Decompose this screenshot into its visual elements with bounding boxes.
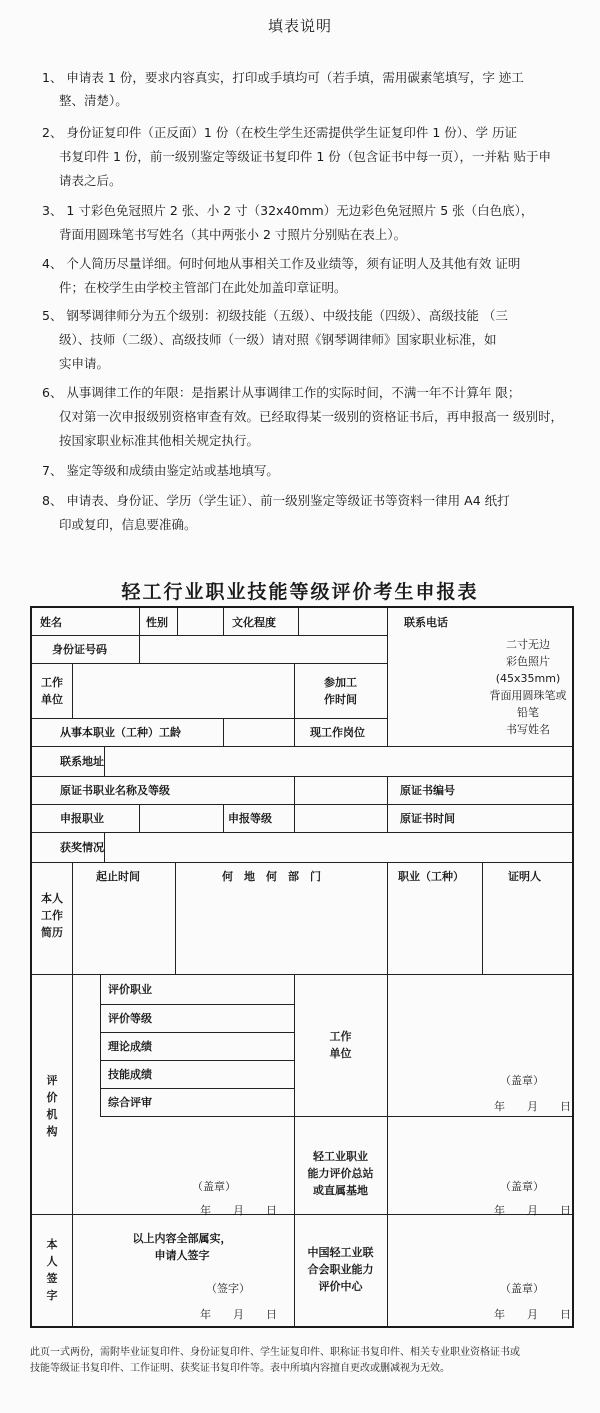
- date-line: 年 月 日: [200, 1308, 277, 1321]
- instruction-line: 印或复印，信息要准确。: [59, 517, 197, 532]
- photo-area: [480, 636, 576, 738]
- instruction-line: 整、清楚）。: [59, 93, 128, 108]
- footnote-line: 技能等级证书复印件、工作证明、获奖证书复印件等。表中所填内容擅自更改或删减视为无效。: [30, 1363, 450, 1374]
- footnote-line: 此页一式两份，需附毕业证复印件、身份证复印件、学生证复印件、职称证书复印件、相关专业职业资格证书或: [30, 1347, 520, 1358]
- date-line: 年 月 日: [200, 1204, 277, 1217]
- grid-line: [387, 776, 388, 832]
- photo-note: 彩色照片: [506, 655, 550, 668]
- instruction-line: 6、 从事调律工作的年限：是指累计从事调律工作的实际时间，不满一年不计算年 限；: [42, 385, 521, 400]
- grid-line: [104, 746, 105, 776]
- grid-line: [100, 1060, 294, 1061]
- instruction-line: 实申请。: [59, 356, 110, 371]
- photo-note: 铅笔: [517, 706, 539, 719]
- id-number-label: 身份证号码: [52, 643, 107, 656]
- grid-line: [100, 1004, 294, 1005]
- instruction-line: 7、 鉴定等级和成绩由鉴定站或基地填写。: [42, 463, 279, 478]
- resume-col-witness: 证明人: [508, 870, 541, 883]
- grid-line: [100, 1032, 294, 1033]
- grid-line: [294, 1116, 572, 1117]
- grid-line: [72, 663, 73, 718]
- address-label: 联系地址: [60, 755, 104, 768]
- grid-line: [387, 974, 388, 1328]
- photo-note: 背面用圆珠笔或: [489, 689, 567, 702]
- footnote: [30, 1345, 578, 1377]
- resume-col-job: 职业（工种）: [398, 870, 464, 883]
- signature-mark: （签字）: [206, 1282, 250, 1295]
- career-years-label: 从事本职业（工种）工龄: [60, 726, 181, 739]
- center-label: 中国轻工业联 合会职业能力 评价中心: [307, 1246, 374, 1293]
- instruction-line: 请表之后。: [59, 173, 122, 188]
- grid-line: [32, 862, 572, 863]
- work-unit-label: 工作 单位: [41, 676, 63, 706]
- eval-level-label: 评价等级: [108, 1012, 152, 1025]
- photo-note: (45x35mm): [495, 672, 561, 685]
- grid-line: [387, 862, 388, 974]
- eval-job-label: 评价职业: [108, 983, 152, 996]
- instruction-line: 8、 申请表、身份证、学历（学生证）、前一级别鉴定等级证书等资料一律用 A4 纸打: [42, 493, 510, 508]
- grid-line: [32, 1214, 572, 1215]
- grid-line: [139, 608, 140, 635]
- grid-line: [482, 862, 483, 974]
- eval-unit-label: 工作 单位: [329, 1030, 352, 1060]
- grid-line: [72, 862, 73, 974]
- instruction-line: 仅对第一次申报级别资格审查有效。已经取得某一级别的资格证书后，再申报高一 级别时，: [59, 409, 563, 424]
- grid-line: [175, 862, 176, 974]
- instruction-line: 2、 身份证复印件（正反面）1 份（在校生学生还需提供学生证复印件 1 份）、学 历证: [42, 125, 517, 140]
- work-start-label: 参加工 作时间: [324, 676, 357, 706]
- gender-label: 性别: [146, 616, 168, 629]
- instruction-line: 按国家职业标准其他相关规定执行。: [59, 433, 260, 448]
- form-title: 轻工行业职业技能等级评价考生申报表: [121, 581, 479, 603]
- grid-line: [32, 832, 572, 833]
- resume-col-period: 起止时间: [96, 870, 140, 883]
- grid-line: [177, 608, 178, 635]
- instruction-line: 4、 个人简历尽量详细。何时何地从事相关工作及业绩等，须有证明人及其他有效 证明: [42, 256, 521, 271]
- instruction-line: 背面用圆珠笔书写姓名（其中两张小 2 寸照片分别贴在表上）。: [59, 227, 407, 242]
- grid-line: [139, 804, 140, 832]
- awards-label: 获奖情况: [60, 841, 104, 854]
- grid-line: [387, 608, 388, 746]
- grid-line: [32, 776, 572, 777]
- grid-line: [298, 608, 299, 635]
- resume-label: 本人 工作 简历: [41, 892, 63, 939]
- orig-cert-name-label: 原证书职业名称及等级: [60, 784, 170, 797]
- name-label: 姓名: [40, 616, 62, 629]
- date-line: 年 月 日: [494, 1308, 571, 1321]
- seal-mark: （盖章）: [500, 1074, 544, 1087]
- seal-mark: （盖章）: [500, 1180, 544, 1193]
- apply-level-label: 申报等级: [228, 812, 272, 825]
- education-label: 文化程度: [232, 616, 276, 629]
- grid-line: [32, 974, 572, 975]
- sign-statement: 以上内容全部属实， 申请人签字: [132, 1232, 232, 1262]
- grid-line: [32, 718, 387, 719]
- instruction-line: 级）、技师（二级）、高级技师（一级）请对照《钢琴调律师》国家职业标准，如: [59, 332, 497, 347]
- grid-line: [32, 804, 572, 805]
- instruction-line: 5、 钢琴调律师分为五个级别：初级技能（五级）、中级技能（四级）、高级技能 （三: [42, 308, 508, 323]
- skill-score-label: 技能成绩: [108, 1068, 152, 1081]
- theory-score-label: 理论成绩: [108, 1040, 152, 1053]
- resume-col-place: 何 地 何 部 门: [222, 870, 321, 883]
- grid-line: [32, 663, 387, 664]
- phone-label: 联系电话: [404, 616, 448, 629]
- org-label: 评 价 机 构: [46, 1074, 58, 1138]
- date-line: 年 月 日: [494, 1204, 571, 1217]
- grid-line: [100, 1088, 294, 1089]
- grid-line: [100, 1116, 294, 1117]
- instructions-title: 填表说明: [267, 17, 332, 35]
- photo-note: 二寸无边: [506, 638, 550, 651]
- orig-cert-time-label: 原证书时间: [400, 812, 455, 825]
- date-line: 年 月 日: [494, 1100, 571, 1113]
- application-form-table: [30, 606, 574, 1328]
- instruction-line: 3、 1 寸彩色免冠照片 2 张、小 2 寸（32x40mm）无边彩色免冠照片 5 张（白色底），: [42, 203, 534, 218]
- grid-line: [72, 974, 73, 1328]
- grid-line: [32, 746, 572, 747]
- current-post-label: 现工作岗位: [310, 726, 365, 739]
- seal-mark: （盖章）: [192, 1180, 236, 1193]
- grid-line: [32, 635, 387, 636]
- instruction-line: 书复印件 1 份，前一级别鉴定等级证书复印件 1 份（包含证书中每一页），一并粘 贴于申: [59, 149, 552, 164]
- seal-mark: （盖章）: [500, 1282, 544, 1295]
- apply-job-label: 申报职业: [60, 812, 104, 825]
- instruction-line: 件；在校学生由学校主管部门在此处加盖印章证明。: [59, 280, 347, 295]
- grid-line: [294, 718, 295, 746]
- grid-line: [100, 974, 101, 1116]
- instruction-line: 1、 申请表 1 份，要求内容真实，打印或手填均可（若手填，需用碳素笔填写，字 迹工: [42, 70, 524, 85]
- base-label: 轻工业职业 能力评价总站 或直属基地: [307, 1150, 374, 1197]
- grid-line: [223, 718, 224, 746]
- grid-line: [223, 608, 224, 635]
- sign-label: 本 人 签 字: [46, 1238, 58, 1302]
- grid-line: [104, 832, 105, 862]
- grid-line: [139, 635, 140, 663]
- photo-note: 书写姓名: [506, 723, 550, 736]
- overall-review-label: 综合评审: [108, 1096, 152, 1109]
- orig-cert-no-label: 原证书编号: [400, 784, 455, 797]
- grid-line: [223, 804, 224, 832]
- grid-line: [294, 776, 295, 832]
